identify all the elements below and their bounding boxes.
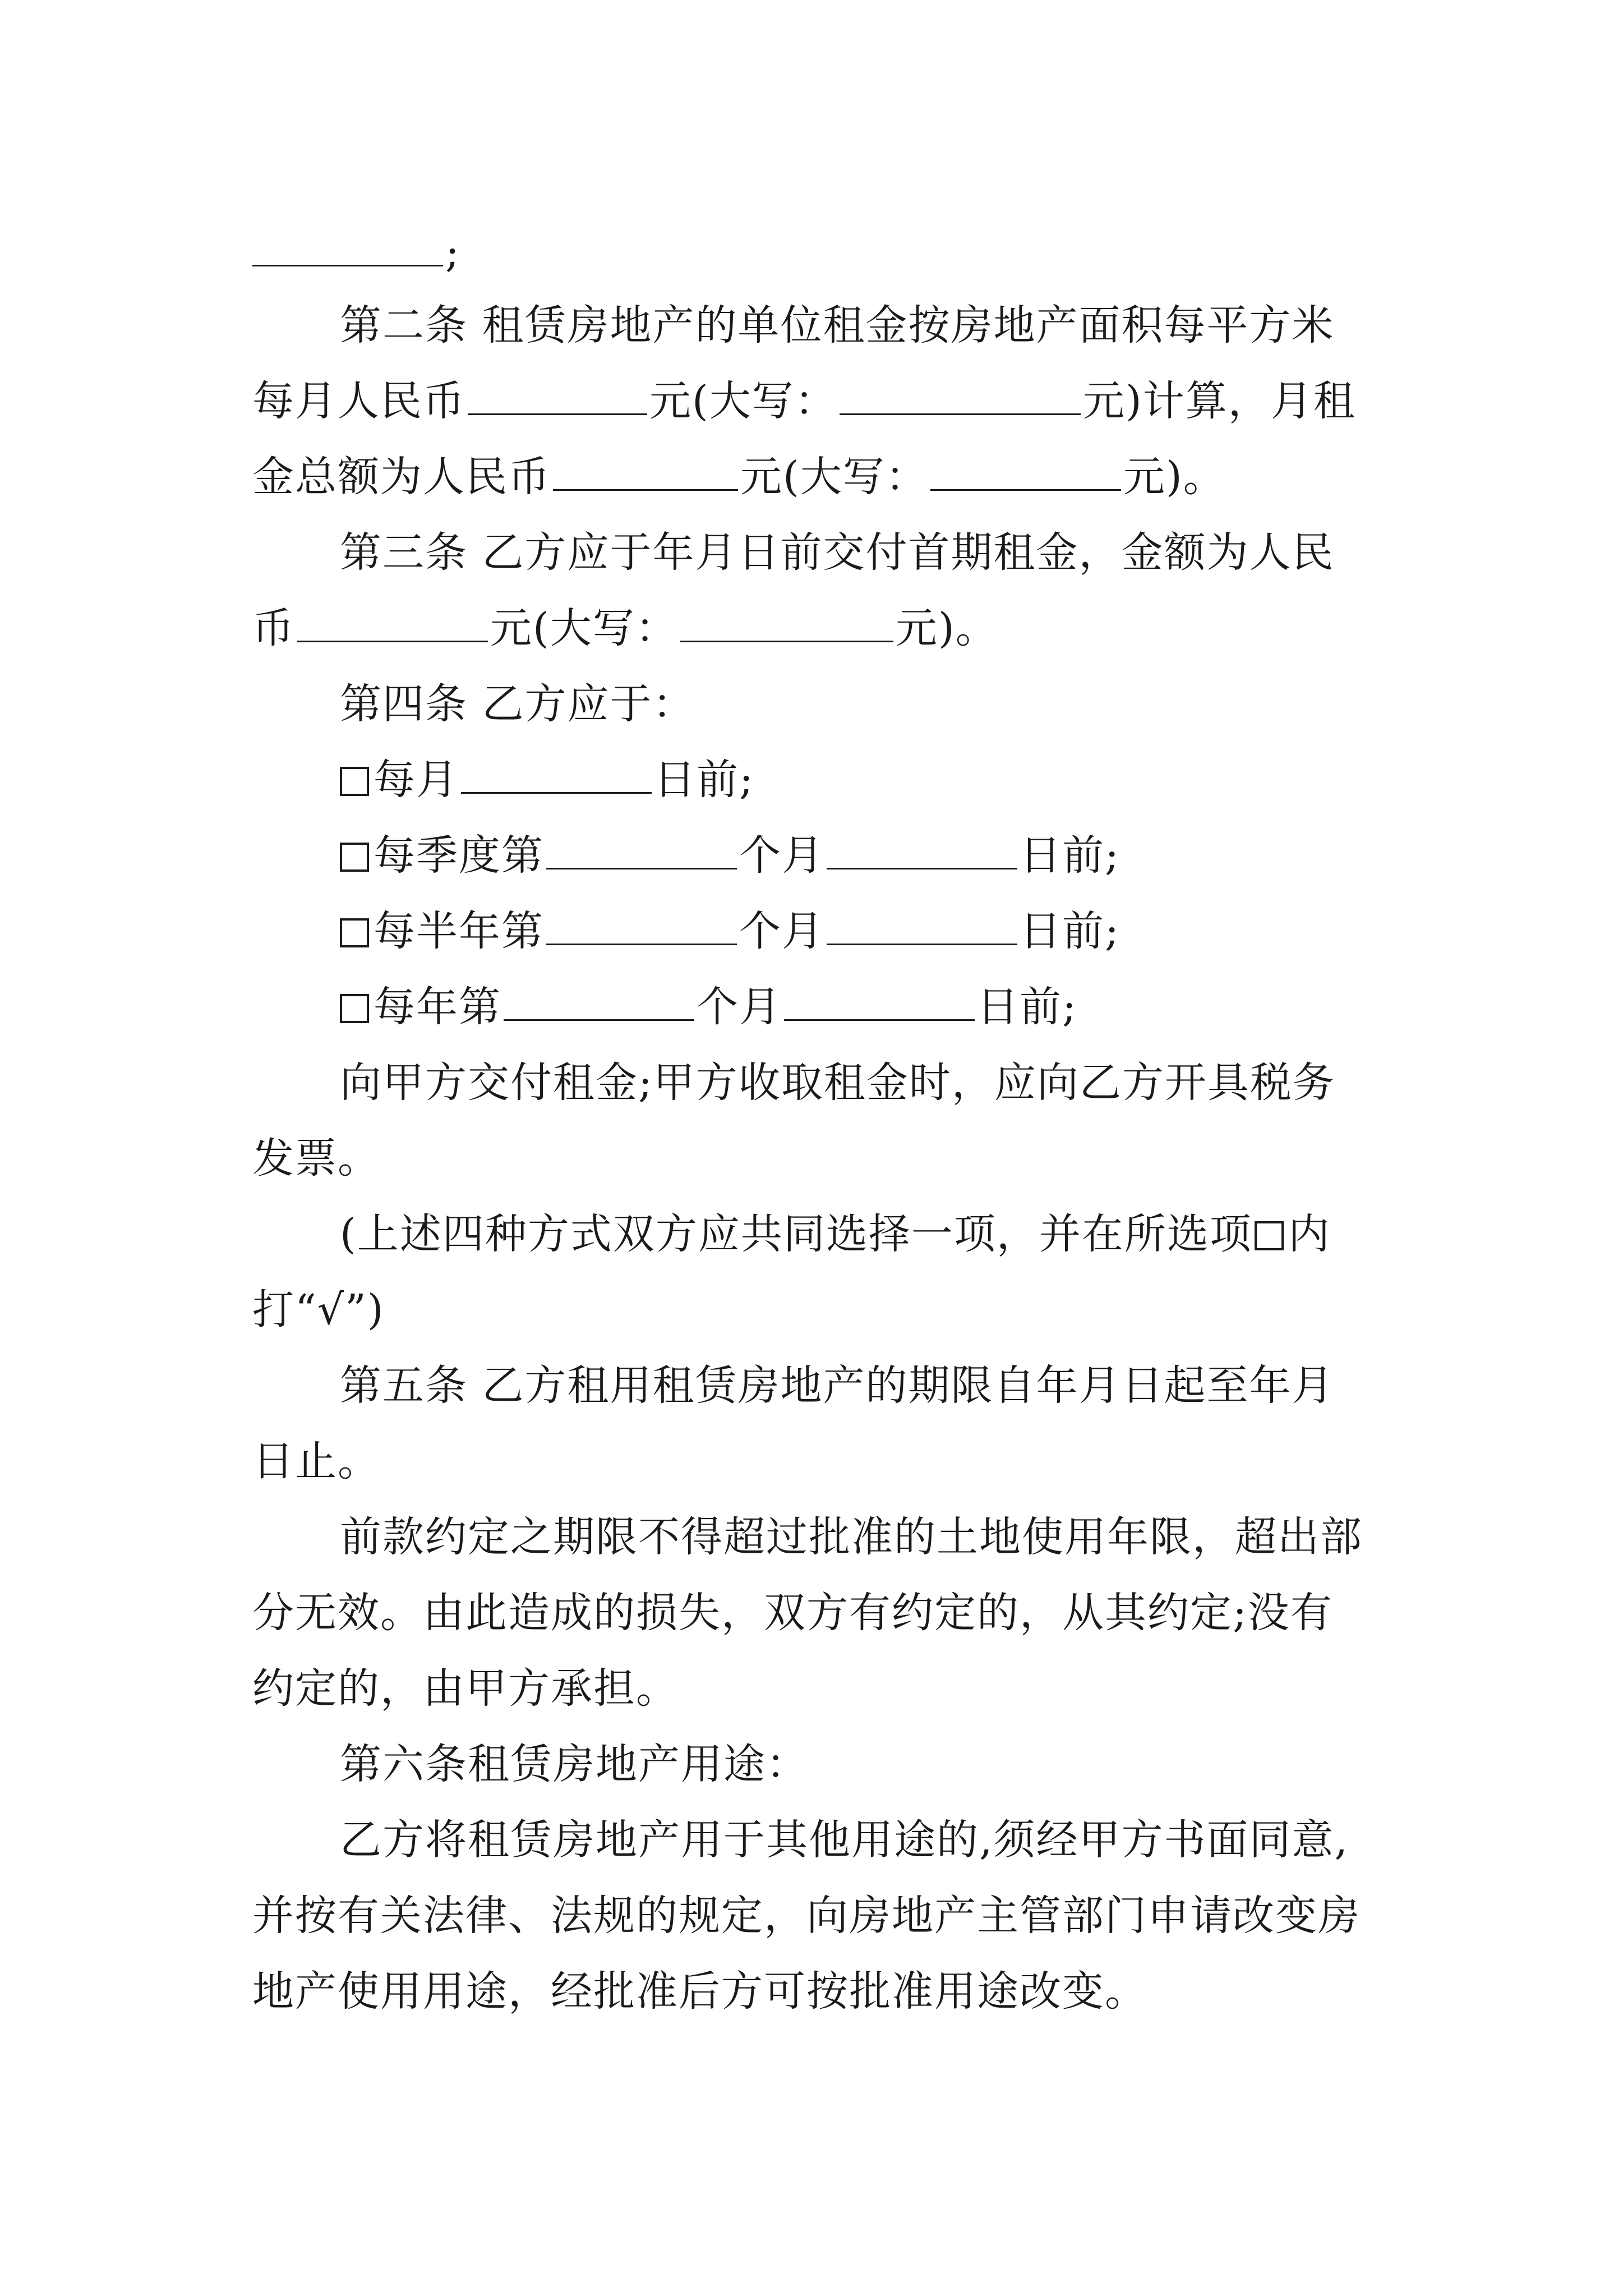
term-limit-line-3 bbox=[252, 1660, 679, 1717]
payment-clause-line-1 bbox=[340, 1055, 1335, 1111]
text-segment: 前款约定之期限不得超过批准的土地使用年限，超出部 bbox=[340, 1513, 1363, 1561]
text-segment: 个月 bbox=[739, 831, 824, 880]
text-segment: 日前; bbox=[1020, 831, 1120, 880]
month-blank[interactable] bbox=[504, 980, 694, 1021]
day-blank[interactable] bbox=[784, 980, 975, 1021]
text-segment: (上述四种方式双方应共同选择一项，并在所选项 bbox=[340, 1210, 1252, 1258]
usage-change-line-2 bbox=[252, 1888, 1361, 1944]
term-limit-line-2 bbox=[252, 1585, 1333, 1641]
payment-option-quarterly bbox=[340, 827, 1120, 884]
text-segment: 每季度第 bbox=[374, 831, 544, 880]
text-segment: 发票。 bbox=[252, 1134, 380, 1182]
month-blank[interactable] bbox=[546, 904, 737, 945]
text-segment: 乙方将租赁房地产用于其他用途的,须经甲方书面同意, bbox=[340, 1816, 1349, 1864]
text-segment: 元(大写： bbox=[490, 604, 678, 652]
month-blank[interactable] bbox=[546, 829, 737, 869]
text-segment: 约定的，由甲方承担。 bbox=[252, 1664, 679, 1713]
day-blank[interactable] bbox=[827, 829, 1017, 869]
unit-rent-blank[interactable] bbox=[468, 374, 647, 415]
text-segment: 日前; bbox=[1020, 907, 1120, 955]
article-4-text: 第四条 乙方应于： bbox=[340, 680, 695, 728]
unit-rent-words-blank[interactable] bbox=[840, 374, 1081, 415]
article-4-title bbox=[340, 676, 695, 732]
usage-change-line-1 bbox=[340, 1812, 1349, 1868]
first-rent-blank[interactable] bbox=[297, 601, 488, 642]
article-6-text: 第六条租赁房地产用途： bbox=[340, 1740, 809, 1788]
text-segment: 打“√”) bbox=[252, 1286, 385, 1334]
text-segment: 每半年第 bbox=[374, 907, 544, 955]
text-segment: 每年第 bbox=[374, 983, 501, 1031]
option-checkbox[interactable] bbox=[340, 918, 369, 947]
text-segment: 日前; bbox=[977, 983, 1077, 1031]
option-checkbox[interactable] bbox=[340, 843, 369, 872]
text-segment: 个月 bbox=[697, 983, 782, 1031]
article-2-text: 第二条 租赁房地产的单位租金按房地产面积每平方米 bbox=[340, 301, 1335, 349]
text-segment: 金总额为人民币 bbox=[252, 453, 551, 501]
text-segment: 日前; bbox=[654, 756, 754, 804]
text-segment: 币 bbox=[252, 604, 295, 652]
text-segment: 元(大写： bbox=[649, 377, 837, 425]
text-segment: 日止。 bbox=[252, 1437, 380, 1485]
payment-option-yearly bbox=[340, 979, 1077, 1035]
article-5-line-1 bbox=[340, 1358, 1335, 1414]
continued-blank-line bbox=[252, 224, 460, 280]
selection-note-line-1 bbox=[340, 1206, 1331, 1262]
usage-change-line-3 bbox=[252, 1963, 1147, 2019]
text-segment: 元)计算，月租 bbox=[1082, 377, 1356, 425]
day-blank[interactable] bbox=[461, 753, 652, 794]
article-2-line-1 bbox=[340, 297, 1335, 353]
text-segment: 分无效。由此造成的损失，双方有约定的，从其约定;没有 bbox=[252, 1589, 1333, 1637]
article-6-title bbox=[340, 1736, 809, 1792]
line-tail: ; bbox=[445, 228, 460, 277]
checkbox-symbol bbox=[1255, 1221, 1284, 1250]
option-checkbox[interactable] bbox=[340, 994, 369, 1023]
selection-note-line-2 bbox=[252, 1282, 385, 1338]
article-2-line-3 bbox=[252, 449, 1226, 505]
text-segment: 并按有关法律、法规的规定，向房地产主管部门申请改变房 bbox=[252, 1892, 1361, 1940]
monthly-rent-words-blank[interactable] bbox=[930, 450, 1121, 491]
text-segment: 地产使用用途，经批准后方可按批准用途改变。 bbox=[252, 1967, 1147, 2016]
text-segment: 向甲方交付租金;甲方收取租金时，应向乙方开具税务 bbox=[340, 1059, 1335, 1107]
article-5-line-2 bbox=[252, 1433, 380, 1489]
text-segment: 个月 bbox=[739, 907, 824, 955]
first-rent-words-blank[interactable] bbox=[680, 601, 893, 642]
option-checkbox[interactable] bbox=[340, 767, 369, 796]
text-segment: 每月人民币 bbox=[252, 377, 465, 425]
term-limit-line-1 bbox=[340, 1509, 1363, 1565]
article-3-line-2 bbox=[252, 600, 998, 656]
article-3-line-1 bbox=[340, 524, 1335, 581]
monthly-rent-blank[interactable] bbox=[553, 450, 738, 491]
text-segment: 元)。 bbox=[895, 604, 998, 652]
payment-clause-line-2 bbox=[252, 1130, 380, 1186]
text-segment: 内 bbox=[1288, 1210, 1331, 1258]
payment-option-monthly bbox=[340, 752, 754, 808]
day-blank[interactable] bbox=[827, 904, 1017, 945]
text-segment: 元)。 bbox=[1123, 453, 1226, 501]
article-2-line-2 bbox=[252, 373, 1356, 429]
article-5-text: 第五条 乙方租用租赁房地产的期限自年月日起至年月 bbox=[340, 1361, 1335, 1410]
payment-option-half-year bbox=[340, 903, 1120, 959]
article-3-text: 第三条 乙方应于年月日前交付首期租金，金额为人民 bbox=[340, 528, 1335, 577]
fill-blank[interactable] bbox=[252, 226, 443, 266]
text-segment: 元(大写： bbox=[740, 453, 928, 501]
text-segment: 每月 bbox=[374, 756, 459, 804]
